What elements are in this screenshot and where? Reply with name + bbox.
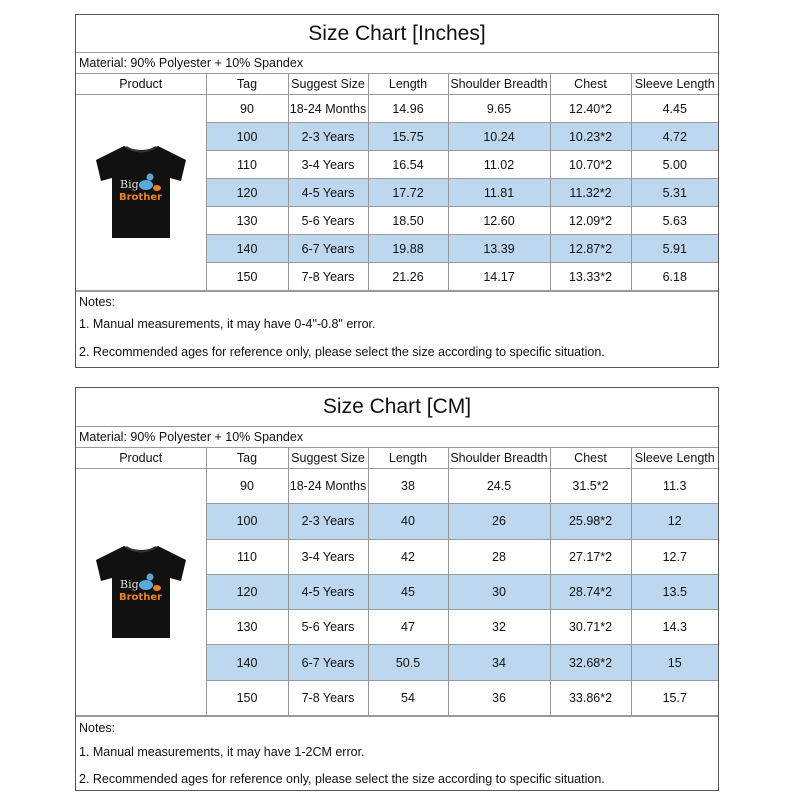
table-cell: 36 (448, 680, 550, 715)
table-cell: 5-6 Years (288, 207, 368, 235)
table-cell: 7-8 Years (288, 680, 368, 715)
table-cell: 27.17*2 (550, 539, 631, 574)
table-cell: 15 (631, 645, 718, 680)
chart-title: Size Chart [Inches] (76, 15, 718, 53)
table-cell: 13.39 (448, 235, 550, 263)
table-cell: 15.75 (368, 123, 448, 151)
notes (76, 716, 718, 793)
table-cell: 150 (206, 263, 288, 291)
svg-text:Big: Big (119, 577, 139, 591)
table-cell: 32.68*2 (550, 645, 631, 680)
product-cell (76, 95, 206, 291)
table-cell: 34 (448, 645, 550, 680)
column-header: Product (76, 74, 206, 95)
table-cell: 100 (206, 123, 288, 151)
table-cell: 21.26 (368, 263, 448, 291)
table-cell: 18-24 Months (288, 95, 368, 123)
table-cell: 11.32*2 (550, 179, 631, 207)
column-header: Length (368, 74, 448, 95)
table-cell: 12.87*2 (550, 235, 631, 263)
table-cell: 13.5 (631, 574, 718, 609)
column-header: Sleeve Length (631, 448, 718, 469)
table-cell: 130 (206, 610, 288, 645)
table-cell: 120 (206, 179, 288, 207)
table-cell: 5.91 (631, 235, 718, 263)
table-cell: 150 (206, 680, 288, 715)
table-cell: 54 (368, 680, 448, 715)
column-header: Shoulder Breadth (448, 74, 550, 95)
column-header: Length (368, 448, 448, 469)
material-text: Material: 90% Polyester + 10% Spandex (76, 53, 718, 74)
column-header: Sleeve Length (631, 74, 718, 95)
table-cell: 30 (448, 574, 550, 609)
table-cell: 31.5*2 (550, 469, 631, 504)
svg-text:Big: Big (119, 178, 139, 191)
column-header: Chest (550, 448, 631, 469)
table-cell: 14.17 (448, 263, 550, 291)
tshirt-product-image (86, 136, 196, 246)
table-cell: 4.45 (631, 95, 718, 123)
size-table (76, 448, 718, 716)
table-cell: 47 (368, 610, 448, 645)
table-cell: 14.96 (368, 95, 448, 123)
column-header: Product (76, 448, 206, 469)
table-cell: 12.09*2 (550, 207, 631, 235)
svg-text:Brother: Brother (118, 591, 162, 603)
table-cell: 19.88 (368, 235, 448, 263)
header-row (76, 74, 718, 95)
table-cell: 140 (206, 645, 288, 680)
column-header: Suggest Size (288, 448, 368, 469)
table-cell: 10.24 (448, 123, 550, 151)
table-cell: 14.3 (631, 610, 718, 645)
column-header: Suggest Size (288, 74, 368, 95)
material-text: Material: 90% Polyester + 10% Spandex (76, 427, 718, 448)
table-cell: 15.7 (631, 680, 718, 715)
table-cell: 45 (368, 574, 448, 609)
table-cell: 90 (206, 95, 288, 123)
table-cell: 40 (368, 504, 448, 539)
table-cell: 6-7 Years (288, 235, 368, 263)
table-cell: 5.31 (631, 179, 718, 207)
size-chart-cm (75, 387, 719, 791)
table-cell: 24.5 (448, 469, 550, 504)
table-cell: 3-4 Years (288, 539, 368, 574)
table-cell: 140 (206, 235, 288, 263)
table-cell: 12.40*2 (550, 95, 631, 123)
table-row (76, 95, 718, 123)
header-row (76, 448, 718, 469)
table-cell: 13.33*2 (550, 263, 631, 291)
table-cell: 2-3 Years (288, 123, 368, 151)
notes (76, 291, 718, 367)
size-chart-inches (75, 14, 719, 368)
note-line: 1. Manual measurements, it may have 1-2CM error. (79, 745, 365, 760)
note-line: 2. Recommended ages for reference only, please select the size according to specific situation. (79, 345, 605, 359)
table-cell: 18-24 Months (288, 469, 368, 504)
table-cell: 26 (448, 504, 550, 539)
note-line: Notes: (79, 721, 116, 736)
table-cell: 4-5 Years (288, 179, 368, 207)
table-cell: 6-7 Years (288, 645, 368, 680)
table-cell: 38 (368, 469, 448, 504)
table-cell: 12.7 (631, 539, 718, 574)
table-cell: 3-4 Years (288, 151, 368, 179)
note-line: 2. Recommended ages for reference only, please select the size according to specific situation. (79, 772, 605, 787)
table-cell: 5-6 Years (288, 610, 368, 645)
table-cell: 110 (206, 151, 288, 179)
table-cell: 11.81 (448, 179, 550, 207)
table-cell: 90 (206, 469, 288, 504)
table-cell: 18.50 (368, 207, 448, 235)
table-cell: 28 (448, 539, 550, 574)
table-cell: 12 (631, 504, 718, 539)
tshirt-product-image (86, 536, 196, 646)
chart-title: Size Chart [CM] (76, 388, 718, 427)
table-cell: 42 (368, 539, 448, 574)
table-cell: 120 (206, 574, 288, 609)
table-cell: 130 (206, 207, 288, 235)
note-line: 1. Manual measurements, it may have 0-4"-0.8" error. (79, 317, 376, 331)
table-cell: 10.70*2 (550, 151, 631, 179)
table-row (76, 469, 718, 504)
column-header: Tag (206, 74, 288, 95)
table-cell: 16.54 (368, 151, 448, 179)
table-cell: 4-5 Years (288, 574, 368, 609)
table-cell: 100 (206, 504, 288, 539)
column-header: Shoulder Breadth (448, 448, 550, 469)
table-cell: 6.18 (631, 263, 718, 291)
table-cell: 9.65 (448, 95, 550, 123)
table-cell: 5.00 (631, 151, 718, 179)
table-cell: 5.63 (631, 207, 718, 235)
table-cell: 110 (206, 539, 288, 574)
table-cell: 32 (448, 610, 550, 645)
table-cell: 7-8 Years (288, 263, 368, 291)
table-cell: 12.60 (448, 207, 550, 235)
column-header: Chest (550, 74, 631, 95)
table-cell: 25.98*2 (550, 504, 631, 539)
table-cell: 17.72 (368, 179, 448, 207)
table-cell: 33.86*2 (550, 680, 631, 715)
table-cell: 11.3 (631, 469, 718, 504)
size-table (76, 74, 718, 291)
svg-text:Brother: Brother (118, 192, 162, 203)
column-header: Tag (206, 448, 288, 469)
table-cell: 30.71*2 (550, 610, 631, 645)
product-cell (76, 469, 206, 716)
table-cell: 28.74*2 (550, 574, 631, 609)
note-line: Notes: (79, 295, 116, 309)
table-cell: 4.72 (631, 123, 718, 151)
table-cell: 2-3 Years (288, 504, 368, 539)
table-cell: 50.5 (368, 645, 448, 680)
table-cell: 10.23*2 (550, 123, 631, 151)
table-cell: 11.02 (448, 151, 550, 179)
